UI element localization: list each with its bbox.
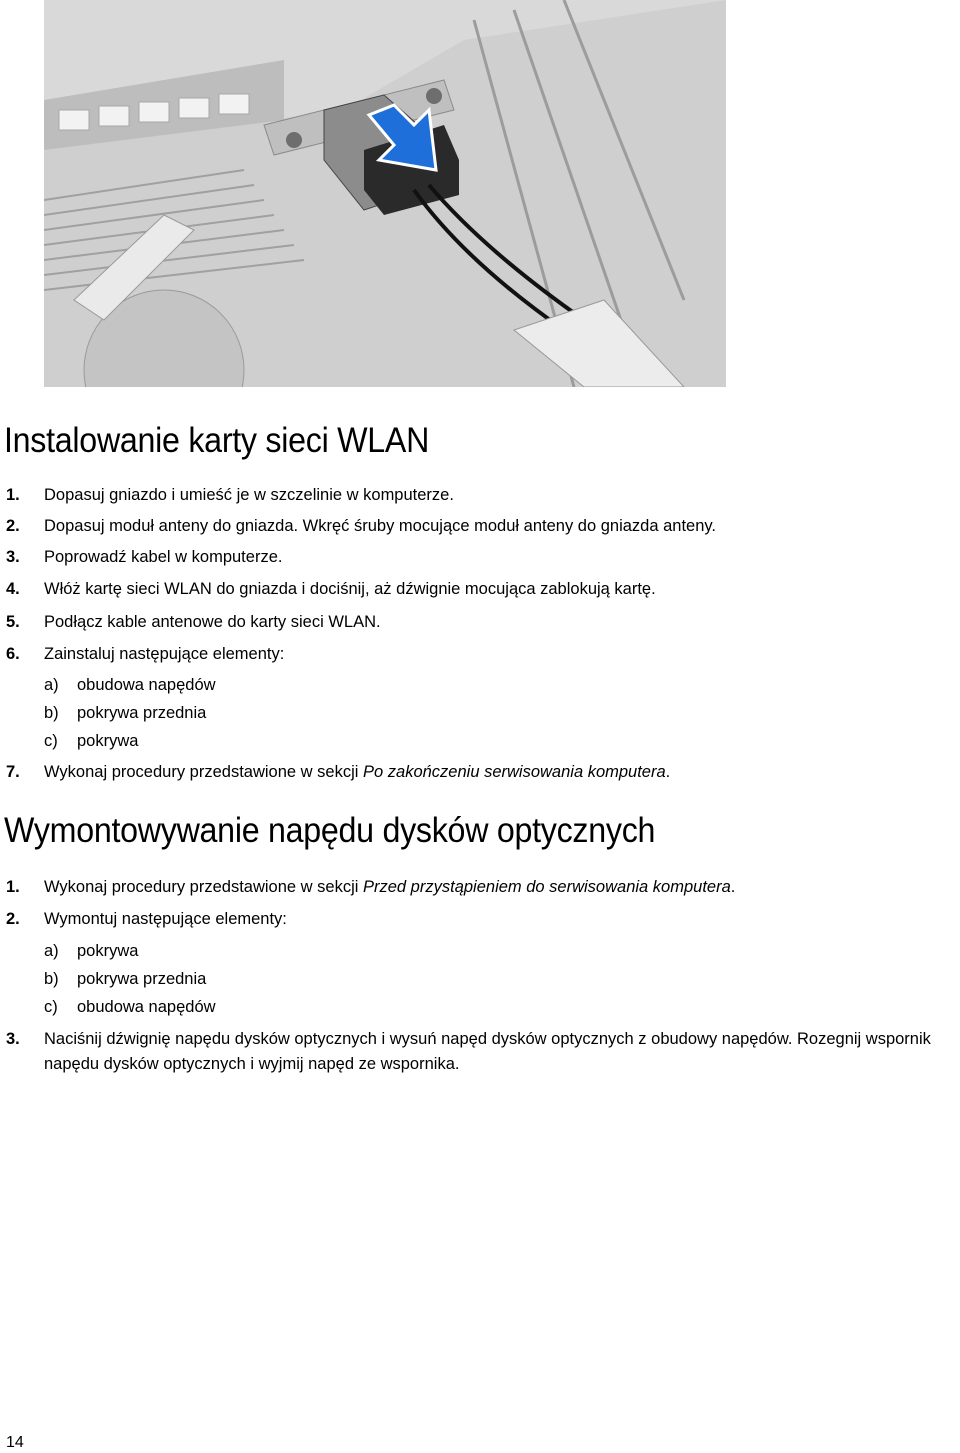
- remove-step-1: [6, 877, 735, 897]
- page-number: 14: [6, 1434, 24, 1451]
- step-number: 1.: [6, 878, 20, 896]
- step-text: Wykonaj procedury przedstawione w sekcji: [44, 763, 363, 781]
- step-text-end: .: [665, 763, 671, 781]
- section-title-install-wlan: Instalowanie karty sieci WLAN: [4, 421, 430, 460]
- substep-text: pokrywa: [77, 732, 139, 750]
- wlan-antenna-photo: [44, 0, 726, 387]
- substep-letter: c): [44, 998, 58, 1016]
- step-text: Włóż kartę sieci WLAN do gniazda i dociśnij, aż dźwignie mocująca zablokują kartę.: [44, 580, 656, 598]
- install-step-6: [6, 644, 284, 664]
- substep-letter: c): [44, 732, 58, 750]
- substep-letter: a): [44, 942, 59, 960]
- install-step-4: [6, 579, 656, 599]
- substep-letter: b): [44, 970, 59, 988]
- remove-step-2: [6, 909, 287, 929]
- step-text: Zainstaluj następujące elementy:: [44, 645, 285, 663]
- step-text-end: .: [730, 878, 736, 896]
- install-substep-c: [44, 731, 138, 751]
- remove-step-3-continuation: napędu dysków optycznych i wyjmij napęd ze wspornika.: [44, 1055, 460, 1073]
- install-step-3: [6, 547, 282, 567]
- install-step-7: [6, 762, 670, 782]
- step-link-text: Przed przystąpieniem do serwisowania komputera: [363, 878, 731, 896]
- step-link-text: Po zakończeniu serwisowania komputera: [363, 763, 666, 781]
- step-number: 2.: [6, 517, 20, 535]
- step-text: Podłącz kable antenowe do karty sieci WLAN.: [44, 613, 381, 631]
- install-step-5: [6, 612, 381, 632]
- step-number: 4.: [6, 580, 20, 598]
- step-number: 2.: [6, 910, 20, 928]
- remove-substep-c: [44, 997, 216, 1017]
- remove-substep-a: [44, 941, 138, 961]
- step-number: 3.: [6, 1030, 20, 1048]
- step-text: Dopasuj moduł anteny do gniazda. Wkręć śruby mocujące moduł anteny do gniazda anteny.: [44, 517, 717, 535]
- substep-text: pokrywa przednia: [77, 970, 207, 988]
- remove-substep-b: [44, 969, 206, 989]
- substep-letter: a): [44, 676, 59, 694]
- step-number: 6.: [6, 645, 20, 663]
- section-title-remove-optical-drive: Wymontowywanie napędu dysków optycznych: [4, 811, 656, 850]
- step-text: Wykonaj procedury przedstawione w sekcji: [44, 878, 363, 896]
- install-substep-b: [44, 703, 206, 723]
- step-number: 5.: [6, 613, 20, 631]
- step-number: 1.: [6, 486, 20, 504]
- remove-step-3: [6, 1029, 931, 1049]
- substep-text: obudowa napędów: [77, 676, 216, 694]
- step-text: Dopasuj gniazdo i umieść je w szczelinie w komputerze.: [44, 486, 454, 504]
- step-text: Poprowadź kabel w komputerze.: [44, 548, 283, 566]
- install-substep-a: [44, 675, 216, 695]
- substep-text: obudowa napędów: [77, 998, 216, 1016]
- substep-letter: b): [44, 704, 59, 722]
- step-text: Naciśnij dźwignię napędu dysków optycznych i wysuń napęd dysków optycznych z obudowy napędów. Rozegnij wspornik: [44, 1030, 931, 1048]
- step-number: 7.: [6, 763, 20, 781]
- install-step-1: [6, 485, 454, 505]
- step-number: 3.: [6, 548, 20, 566]
- step-text: Wymontuj następujące elementy:: [44, 910, 287, 928]
- substep-text: pokrywa przednia: [77, 704, 207, 722]
- install-step-2: [6, 516, 716, 536]
- wlan-antenna-module-photo-icon: [44, 0, 726, 387]
- substep-text: pokrywa: [77, 942, 139, 960]
